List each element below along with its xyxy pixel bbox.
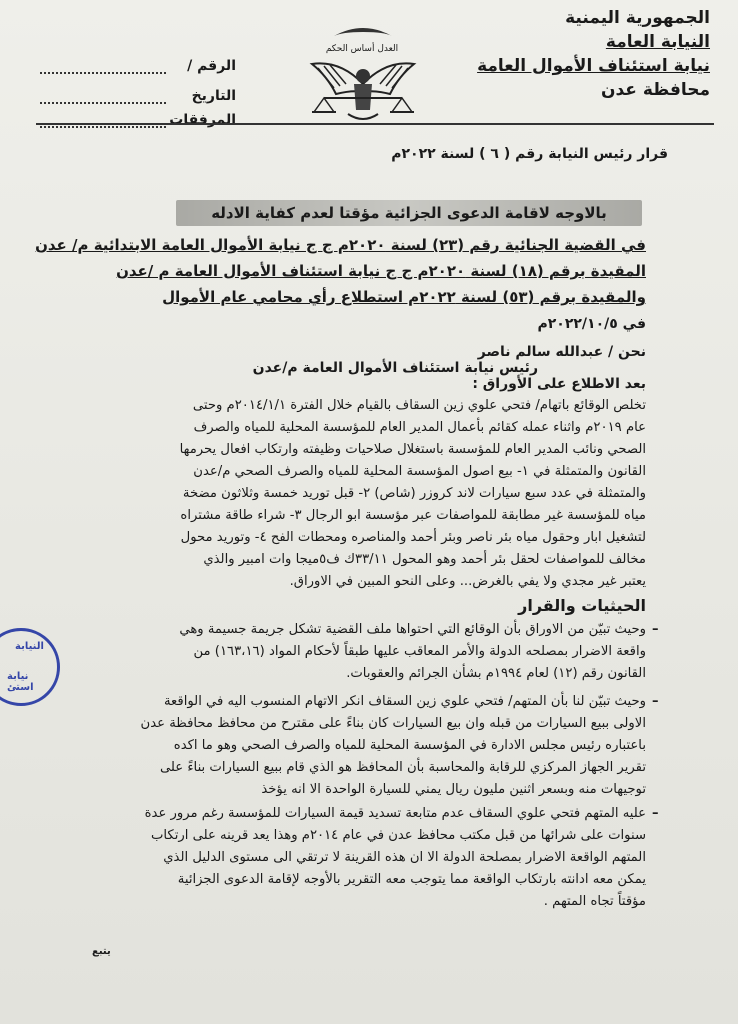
reason-line: واقعة الاضرار بمصلحه الدولة والأمر المعاقب عليها طبقاً لأحكام المواد (١٦٣،١٦) من: [193, 644, 646, 659]
case-line-2: المقيدة برقم (١٨) لسنة ٢٠٢٠م ج ج نيابة استئناف الأموال العامة م /عدن: [116, 262, 646, 280]
attachments-field: [40, 112, 236, 128]
reason-line: عليه المتهم فتحي علوي السقاف عدم متابعة تسديد قيمة السيارات للمؤسسة رغم مرور عدة: [144, 806, 646, 821]
facts-line: والمتمثلة في عدد سبع سيارات لاند كروزر (شاص) ٢- قبل توريد خمسة وثلاثون مضخة: [182, 486, 646, 501]
prosecutor-name: نحن / عبدالله سالم ناصر: [477, 344, 646, 360]
facts-line: القانون والمتمثلة في ١- بيع اصول المؤسسة المحلية للمياه والصرف الصحي م/عدن: [193, 464, 646, 479]
date-label: التاريخ: [191, 88, 236, 104]
facts-line: تخلص الوقائع باتهام/ فتحي علوي زين السقاف بالقيام خلال الفترة ٢٠١٤/١/١م وحتى: [192, 398, 646, 413]
facts-line: مخالف للمواصفات لحقل بئر أحمد وهو المحول ٣٣/١١ك ف٥ميجا وات امبير والذي: [203, 552, 646, 567]
bullet-dash-icon: –: [652, 694, 659, 709]
prosecutor-title: رئيس نيابة استئناف الأموال العامة م/عدن: [252, 360, 538, 376]
after-review-label: بعد الاطلاع على الأوراق :: [472, 376, 646, 392]
facts-line: لتشغيل ابار وحقول مياه بئر ناصر وبئر أحمد والمناصره ومحطات الفح ٤- وتوريد محول: [180, 530, 646, 545]
reason-line: الاولى ببيع السيارات من قبله وان بيع السيارات كان بناءً على مقترح من محافظ محافظة عدن: [140, 716, 646, 731]
reason-line: سنوات على شرائها من قبل مكتب محافظ عدن في عام ٢٠١٤م وهذا يعد قرينه على ارتكاب: [151, 828, 646, 843]
decision-number: قرار رئيس النيابة رقم ( ٦ ) لسنة ٢٠٢٢م: [391, 146, 668, 162]
stamp-text: نيابة استئ: [7, 671, 34, 693]
facts-line: عام ٢٠١٩م واثناء عمله كقائم بأعمال المدير العام للمؤسسة المحلية للمياه والصرف: [193, 420, 646, 435]
case-line-1: في القضية الجنائية رقم (٢٣) لسنة ٢٠٢٠م ج ج نيابة الأموال العامة الابتدائية م/ عدن: [35, 236, 646, 254]
facts-line: مياه للمؤسسة غير مطابقة للمواصفات عبر مؤسسة ابو الرجال ٣- شراء طاقة مشتراه: [180, 508, 646, 523]
bullet-dash-icon: –: [652, 806, 659, 821]
ref-number-field: [40, 58, 236, 74]
reason-line: باعتباره رئيس مجلس الادارة في المؤسسة المحلية للمياه والصرف الصحي وهو ما اكده: [173, 738, 646, 753]
reason-line: مؤقتاً تجاه المتهم .: [543, 894, 646, 909]
official-stamp: [0, 628, 60, 706]
reason-line: توجيهات منه وبسعر اثنين مليون ريال يمني للسيارة الواحدة الا انه يؤخذ: [261, 782, 646, 797]
decision-banner: بالاوجه لاقامة الدعوى الجزائية مؤقتا لعدم كفاية الادله: [176, 200, 642, 226]
reason-line: القانون رقم (١٢) لعام ١٩٩٤م بشأن الجرائم والعقوبات.: [346, 666, 646, 681]
reason-line: المتهم الواقعة الاضرار بمصلحة الدولة الا ان هذه القرينة لا ترتقي الى مستوى الدليل الذي: [163, 850, 646, 865]
dotted-line: [40, 112, 166, 128]
header-country: الجمهورية اليمنية: [565, 8, 710, 28]
eagle-emblem-icon: [304, 14, 422, 132]
date-field: [40, 88, 236, 104]
emblem-motto: العدل أساس الحكم: [325, 44, 399, 54]
reason-line: تقرير الجهاز المركزي للرقابة والمحاسبة بأن المحافظ هو الذي قام ببيع السيارات بناءً على: [159, 760, 646, 775]
facts-line: يعتبر غير مجدي ولا يفي بالغرض... وعلى النحو المبين في الاوراق.: [289, 574, 646, 589]
continued-mark: يتبع: [92, 946, 111, 957]
decision-date: في ٢٠٢٢/١٠/٥م: [537, 316, 646, 332]
header-prosecution: النيابة العامة: [605, 32, 710, 52]
attachments-label: المرفقات: [169, 112, 236, 128]
reason-line: وحيث تبيّن من الاوراق بأن الوقائع التي احتواها ملف القضية تشكل جريمة جسيمة وهي: [179, 622, 646, 637]
case-line-3: والمقيدة برقم (٥٣) لسنة ٢٠٢٢م استطلاع رأي محامي عام الأموال: [162, 288, 646, 306]
reason-line: يمكن معه ادانته بارتكاب الواقعة مما يتوجب معه التقرير بالأوجه لإقامة الدعوى الجزائية: [177, 872, 646, 887]
reason-line: وحيث تبيّن لنا بأن المتهم/ فتحي علوي زين السقاف انكر الاتهام المنسوب اليه في الواقعة: [163, 694, 646, 709]
issuer-header: [460, 6, 710, 102]
stamp-text: النيابة: [15, 641, 44, 652]
ref-number-label: الرقم /: [187, 58, 236, 74]
dotted-line: [40, 58, 166, 74]
section-title: الحيثيات والقرار: [518, 596, 646, 615]
header-divider: [36, 123, 714, 125]
bullet-dash-icon: –: [652, 622, 659, 637]
facts-line: الصحي ونائب المدير العام للمؤسسة باستغلال صلاحيات وظيفته وارتكاب افعال يحرمها: [179, 442, 646, 457]
dotted-line: [40, 88, 166, 104]
header-office: نيابة استئناف الأموال العامة: [477, 56, 710, 76]
header-governorate: محافظة عدن: [600, 80, 710, 100]
